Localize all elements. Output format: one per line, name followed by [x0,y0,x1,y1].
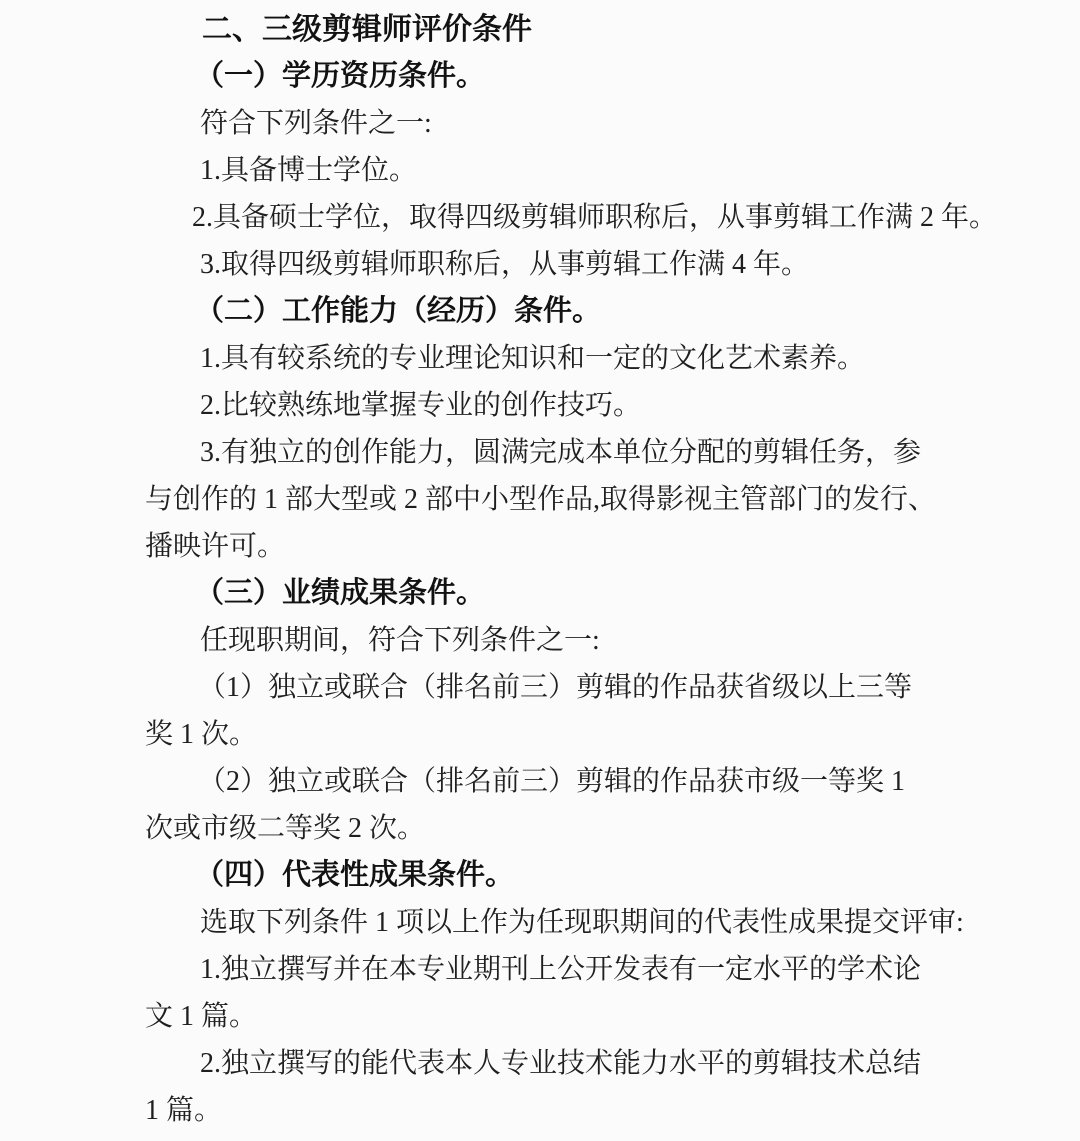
paragraph-line: 3.有独立的创作能力，圆满完成本单位分配的剪辑任务，参 [200,437,922,468]
paragraph-line: 3.取得四级剪辑师职称后，从事剪辑工作满 4 年。 [200,249,810,280]
section-heading-3: （三）业绩成果条件。 [195,577,486,609]
doc-title: 二、三级剪辑师评价条件 [202,13,532,46]
paragraph-line: 2.比较熟练地掌握专业的创作技巧。 [200,390,642,421]
document-content [145,6,998,1134]
paragraph-line: 次或市级二等奖 2 次。 [145,813,426,844]
paragraph-line: 1.具备博士学位。 [200,155,418,186]
paragraph-line: 播映许可。 [145,531,286,562]
paragraph-line: 1.具有较系统的专业理论知识和一定的文化艺术素养。 [200,343,866,374]
paragraph-line: 选取下列条件 1 项以上作为任现职期间的代表性成果提交评审: [200,907,964,938]
section-heading-1: （一）学历资历条件。 [195,60,486,92]
section-heading-4: （四）代表性成果条件。 [195,859,515,891]
paragraph-line: （1）独立或联合（排名前三）剪辑的作品获省级以上三等 [198,672,913,703]
paragraph-line: 奖 1 次。 [145,719,258,750]
paragraph-line: 2.独立撰写的能代表本人专业技术能力水平的剪辑技术总结 [200,1048,922,1079]
paragraph-line: 1 篇。 [145,1095,223,1126]
paragraph-line: 文 1 篇。 [145,1001,258,1032]
section-heading-2: （二）工作能力（经历）条件。 [195,295,602,327]
paragraph-line: 1.独立撰写并在本专业期刊上公开发表有一定水平的学术论 [200,954,922,985]
paragraph-line: 2.具备硕士学位，取得四级剪辑师职称后，从事剪辑工作满 2 年。 [192,202,998,233]
paragraph-line: 与创作的 1 部大型或 2 部中小型作品,取得影视主管部门的发行、 [145,484,937,515]
paragraph-line: （2）独立或联合（排名前三）剪辑的作品获市级一等奖 1 [198,766,906,797]
paragraph-line: 任现职期间，符合下列条件之一: [200,625,600,656]
paragraph-line: 符合下列条件之一: [200,108,432,139]
